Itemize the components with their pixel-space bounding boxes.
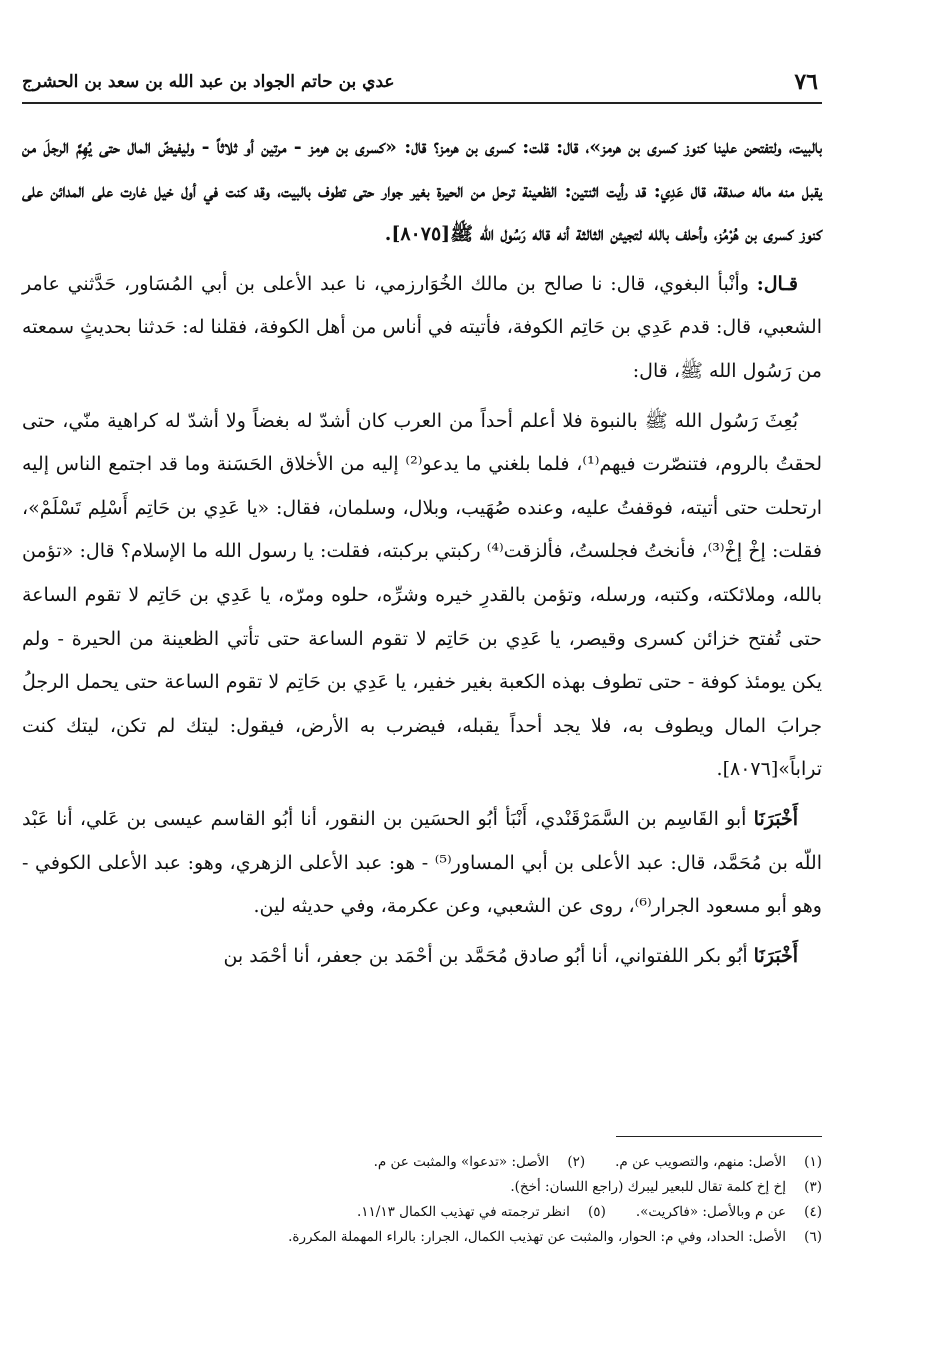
paragraph-text: بُعِثَ رَسُول الله ﷺ بالنبوة فلا أعلم أحداً من العرب كان أشدّ له بغضاً ولا أشدّ له كراهية منّي، حتى لحقتُ بالروم، فتنصّرت فيهم⁽¹⁾، فلما بلغني ما يدعو⁽²⁾ إليه من الأخلاق الحَسَنة وما قد اجتمع الناس إليه ارتحلت حتى أتيته، فوقفتُ عليه، وعنده صُهَيب، وبلال، وسلمان، فقال: «يا عَدِي بن حَاتِم أَسْلِم تَسْلَمْ»، فقلت: إخْ إخْ⁽³⁾، فأنختُ فجلستُ، فألزقت⁽⁴⁾ ركبتي بركبته، فقلت: يا رسول الله ما الإسلام؟ قال: «تؤمن بالله، وملائكته، وكتبه، ورسله، وتؤمن بالقدرِ خيره وشرِّه، حلوه ومرّه، يا عَدِي بن حَاتِم لا تقوم الساعة حتى تُفتح خزائن كسرى وقيصر، يا عَدِي بن حَاتِم لا تقوم الساعة حتى تأتي الظعينة من الحيرة - ولم يكن يومئذ كوفة - حتى تطوف بهذه الكعبة بغير خفير، يا عَدِي بن حَاتِم لا تقوم الساعة حتى يحمل الرجلُ جرابَ المال ويطوف به، فلا يجد أحداً يقبله، فيضرب به الأرض، فيقول: ليتك لم تكن، ليتك كنت تراباً»[٨٠٧٦]. <box>22 409 822 781</box>
footnote-text: انظر ترجمته في تهذيب الكمال ١١/١٣. <box>356 1204 570 1220</box>
footnote-3 <box>510 1175 822 1200</box>
footnote-6 <box>288 1225 822 1250</box>
footnote-text: إخ إخ كلمة تقال للبعير ليبرك (راجع اللسان: أخخ). <box>510 1179 786 1195</box>
page-header <box>22 62 822 104</box>
footnote-text: الأصل: «تدعوا» والمثبت عن م. <box>373 1154 550 1170</box>
running-title: عدي بن حاتم الجواد بن عبد الله بن سعد بن الحشرج <box>22 72 395 92</box>
footnote-number: (١) <box>804 1154 822 1170</box>
footnote-row <box>22 1150 822 1175</box>
paragraph-lead: قـال: <box>756 272 798 295</box>
footnote-2 <box>374 1150 586 1175</box>
footnote-number: (٤) <box>804 1204 822 1220</box>
paragraph-lead: أَخْبَرَنَا <box>753 807 798 830</box>
paragraph-5 <box>22 935 822 979</box>
footnote-number: (٥) <box>588 1204 606 1220</box>
footnote-number: (٦) <box>804 1229 822 1245</box>
footnote-1 <box>615 1150 822 1175</box>
page-number: ٧٦ <box>794 69 818 95</box>
footnote-5 <box>357 1200 606 1225</box>
footnote-row <box>22 1225 822 1250</box>
paragraph-text: وأنْبأ البغوي، قال: نا صالح بن مالك الخُوَارزمي، نا عبد الأعلى بن أبي المُسَاور، حَدَّثني عامر الشعبي، قال: قدم عَدِي بن حَاتِم الكوفة، فأتيته في أناس من أهل الكوفة، فقلنا له: حَدثنا بحديثٍ سمعته من رَسُول الله ﷺ، قال: <box>22 272 822 382</box>
footnotes <box>22 1150 822 1250</box>
footnote-row <box>22 1200 822 1225</box>
paragraph-4 <box>22 798 822 929</box>
footnote-row <box>22 1175 822 1200</box>
footnote-text: الأصل: منهم، والتصويب عن م. <box>615 1154 786 1170</box>
paragraph-3 <box>22 400 822 792</box>
paragraph-text: بالبيت، ولتفتحن علينا كنوز كسرى بن هرمز»، قال: قلت: كسرى بن هرمز؟ قال: «كسرى بن هرمز - مرتين أو ثلاثاً - وليفيضّ المال حتى يُهِمَّ الرجلَ من يقبل منه ماله صدقة، قال عَدِي: قد رأيت اثنتين: الظعينة ترحل من الحيرة بغير جوار حتى تطوف بالبيت، وقد كنت في أول خيل غارت على المدائن على كنوز كسرى بن هُرْمُز، وأحلف بالله لتجيئن الثالثة أنه قاله رَسُول الله ﷺ[٨٠٧٥]. <box>22 136 822 246</box>
paragraph-lead: أَخْبَرَنَا <box>753 944 798 967</box>
paragraph-text: أبو القَاسِم بن السَّمَرْقَنْدي، أَنْبَأ أبُو الحسَين بن النقور، أنا أبُو القاسم عيسى بن عَلي، أنا عَبْد اللّه بن مُحَمَّد، قال: عبد الأعلى بن أبي المساور⁽⁵⁾ - هو: عبد الأعلى الزهري، وهو: عبد الأعلى الكوفي - وهو أبو مسعود الجرار⁽⁶⁾، روى عن الشعبي، وعن عكرمة، وفي حديثه لين. <box>22 807 822 918</box>
paragraph-2 <box>22 263 822 394</box>
footnote-text: عن م وبالأصل: «فاكريت». <box>635 1204 786 1220</box>
paragraph-1 <box>22 126 822 257</box>
footnote-text: الأصل: الحداد، وفي م: الحوار، والمثبت عن تهذيب الكمال، الجرار: بالراء المهملة المكررة. <box>288 1229 786 1245</box>
footnote-4 <box>636 1200 822 1225</box>
footnote-divider <box>616 1136 822 1137</box>
main-text <box>22 126 822 984</box>
footnote-number: (٣) <box>804 1179 822 1195</box>
paragraph-text: أبُو بكر اللفتواني، أنا أبُو صادق مُحَمَّد بن أحْمَد بن جعفر، أنا أحْمَد بن <box>223 944 754 967</box>
footnote-number: (٢) <box>567 1154 586 1170</box>
